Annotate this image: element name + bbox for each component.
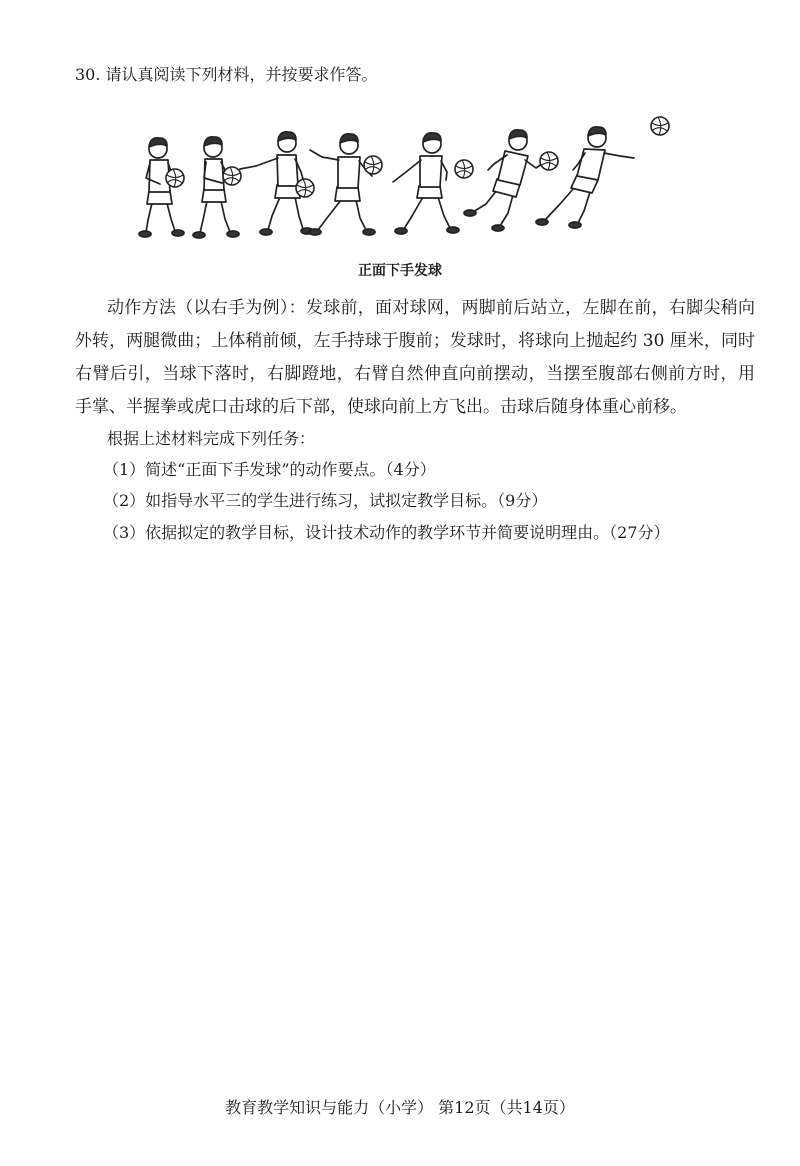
volleyball <box>364 156 382 174</box>
page-footer: 教育教学知识与能力（小学） 第12页（共14页） <box>225 1098 575 1117</box>
task-item-3: （3）依据拟定的教学目标，设计技术动作的教学环节并简要说明理由。（27分） <box>103 523 670 542</box>
question-title: 30. 请认真阅读下列材料，并按要求作答。 <box>75 65 378 84</box>
player-figure-2 <box>193 137 241 238</box>
volleyball <box>455 160 473 178</box>
volleyball <box>166 169 184 187</box>
player-figure-4 <box>309 134 382 235</box>
volleyball-in-flight <box>651 117 669 135</box>
player-figure-1 <box>139 138 184 237</box>
underhand-serve-illustration <box>0 100 800 250</box>
volleyball <box>223 167 241 185</box>
material-line-2: 外转，两腿微曲；上体稍前倾，左手持球于腹前；发球时，将球向上抛起约 30 厘米，同时 <box>75 331 755 351</box>
tasks-intro: 根据上述材料完成下列任务： <box>107 429 316 448</box>
player-figure-5 <box>393 133 473 234</box>
volleyball <box>296 179 314 197</box>
material-line-4: 手掌、半握拳或虎口击球的后下部，使球向前上方飞出。击球后随身体重心前移。 <box>75 397 687 417</box>
figure-caption: 正面下手发球 <box>358 263 442 279</box>
material-line-1: 动作方法（以右手为例）：发球前，面对球网，两脚前后站立，左脚在前，右脚尖稍向 <box>107 298 755 318</box>
player-figure-3 <box>240 132 314 235</box>
player-figure-6 <box>464 130 558 231</box>
player-figure-7 <box>536 127 634 228</box>
material-line-3: 右臂后引，当球下落时，右脚蹬地，右臂自然伸直向前摆动，当摆至腹部右侧前方时，用 <box>75 364 755 384</box>
task-item-2: （2）如指导水平三的学生进行练习，试拟定教学目标。（9分） <box>103 491 548 510</box>
task-item-1: （1）简述“正面下手发球”的动作要点。（4分） <box>103 460 436 479</box>
volleyball <box>540 152 558 170</box>
